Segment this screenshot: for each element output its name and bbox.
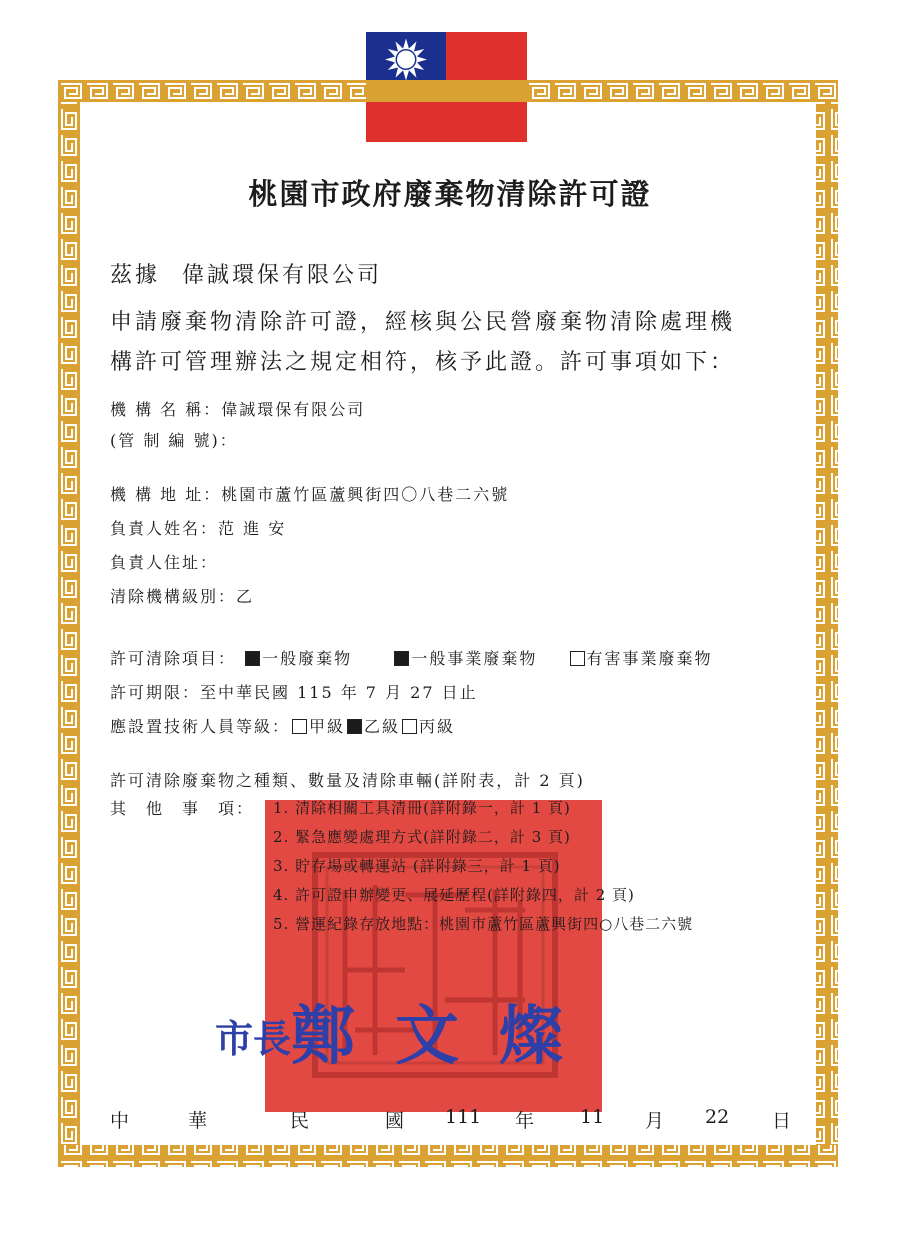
intro-prefix: 茲據 xyxy=(110,263,161,288)
mayor-name: 鄭文燦 xyxy=(291,999,604,1074)
option-grade-c: 丙級 xyxy=(419,717,456,736)
field-label: (管 制 編 號)： xyxy=(110,431,238,450)
other-item-3: 3. 貯存場或轉運站 (詳附錄三，計 1 頁) xyxy=(273,857,561,875)
checkbox-general-industrial-waste xyxy=(394,651,409,666)
date-month-unit: 月 xyxy=(645,1110,665,1132)
checkbox-general-waste xyxy=(245,651,260,666)
mayor-title: 市長 xyxy=(215,1016,292,1061)
checkbox-grade-a xyxy=(292,719,307,734)
certificate-title: 桃園市政府廢棄物清除許可證 xyxy=(248,177,652,211)
date-year-unit: 年 xyxy=(515,1110,535,1132)
other-item-2: 2. 緊急應變處理方式(詳附錄二，計 3 頁) xyxy=(273,828,571,846)
field-label: 負責人姓名： xyxy=(110,519,219,538)
option-hazardous-waste: 有害事業廢棄物 xyxy=(586,649,713,668)
permit-items-label: 許可清除項目： xyxy=(110,649,237,668)
date-char-3: 民 xyxy=(290,1110,310,1132)
date-char-1: 中 xyxy=(110,1110,130,1132)
date-month: 11 xyxy=(580,1106,605,1128)
other-item-4: 4. 許可證申辦變更、展延歷程(詳附錄四，計 2 頁) xyxy=(273,886,635,904)
field-label: 機 構 地 址： xyxy=(110,485,222,504)
field-value: 乙 xyxy=(236,587,255,606)
intro-company: 偉誠環保有限公司 xyxy=(182,263,383,288)
option-general-waste: 一般廢棄物 xyxy=(262,649,353,668)
other-label: 其 他 事 項： xyxy=(110,799,255,818)
checkbox-grade-c xyxy=(402,719,417,734)
date-day: 22 xyxy=(705,1106,730,1128)
option-grade-b: 乙級 xyxy=(364,717,401,736)
field-level xyxy=(110,584,254,607)
option-grade-a: 甲級 xyxy=(309,717,346,736)
field-control-no xyxy=(110,428,238,451)
other-item-5: 5. 營運紀錄存放地點：桃園市蘆竹區蘆興街四○八巷二六號 xyxy=(273,915,694,933)
date-day-unit: 日 xyxy=(772,1110,792,1132)
field-owner-address xyxy=(110,550,218,573)
checkbox-grade-b xyxy=(347,719,362,734)
other-item-1: 1. 清除相關工具清冊(詳附錄一，計 1 頁) xyxy=(273,799,571,817)
intro-line-3: 構許可管理辦法之規定相符，核予此證。許可事項如下： xyxy=(110,350,736,375)
field-value: 桃園市蘆竹區蘆興街四〇八巷二六號 xyxy=(221,485,510,504)
checkbox-hazardous-waste xyxy=(570,651,585,666)
mayor-signature xyxy=(215,985,603,1077)
field-value: 范 進 安 xyxy=(218,519,287,538)
permit-period: 許可期限：至中華民國 115 年 7 月 27 日止 xyxy=(110,683,478,702)
field-label: 負責人住址： xyxy=(110,553,219,572)
date-char-4: 國 xyxy=(385,1110,405,1132)
date-char-2: 華 xyxy=(188,1110,208,1132)
field-owner-name xyxy=(110,516,286,539)
field-value: 偉誠環保有限公司 xyxy=(221,400,366,419)
option-general-industrial-waste: 一般事業廢棄物 xyxy=(411,649,538,668)
technician-label: 應設置技術人員等級： xyxy=(110,717,291,736)
technician-row xyxy=(110,714,455,737)
date-year: 111 xyxy=(445,1106,482,1128)
intro-line-2: 申請廢棄物清除許可證，經核與公民營廢棄物清除處理機 xyxy=(110,310,736,335)
field-label: 清除機構級別： xyxy=(110,587,237,606)
field-address xyxy=(110,482,509,505)
field-label: 機 構 名 稱： xyxy=(110,400,222,419)
types-line: 許可清除廢棄物之種類、數量及清除車輛(詳附表，計 2 頁) xyxy=(110,771,585,790)
permit-items-row xyxy=(110,646,713,669)
intro-line-1 xyxy=(110,258,800,289)
issue-date xyxy=(110,1106,790,1130)
field-org-name xyxy=(110,397,365,420)
